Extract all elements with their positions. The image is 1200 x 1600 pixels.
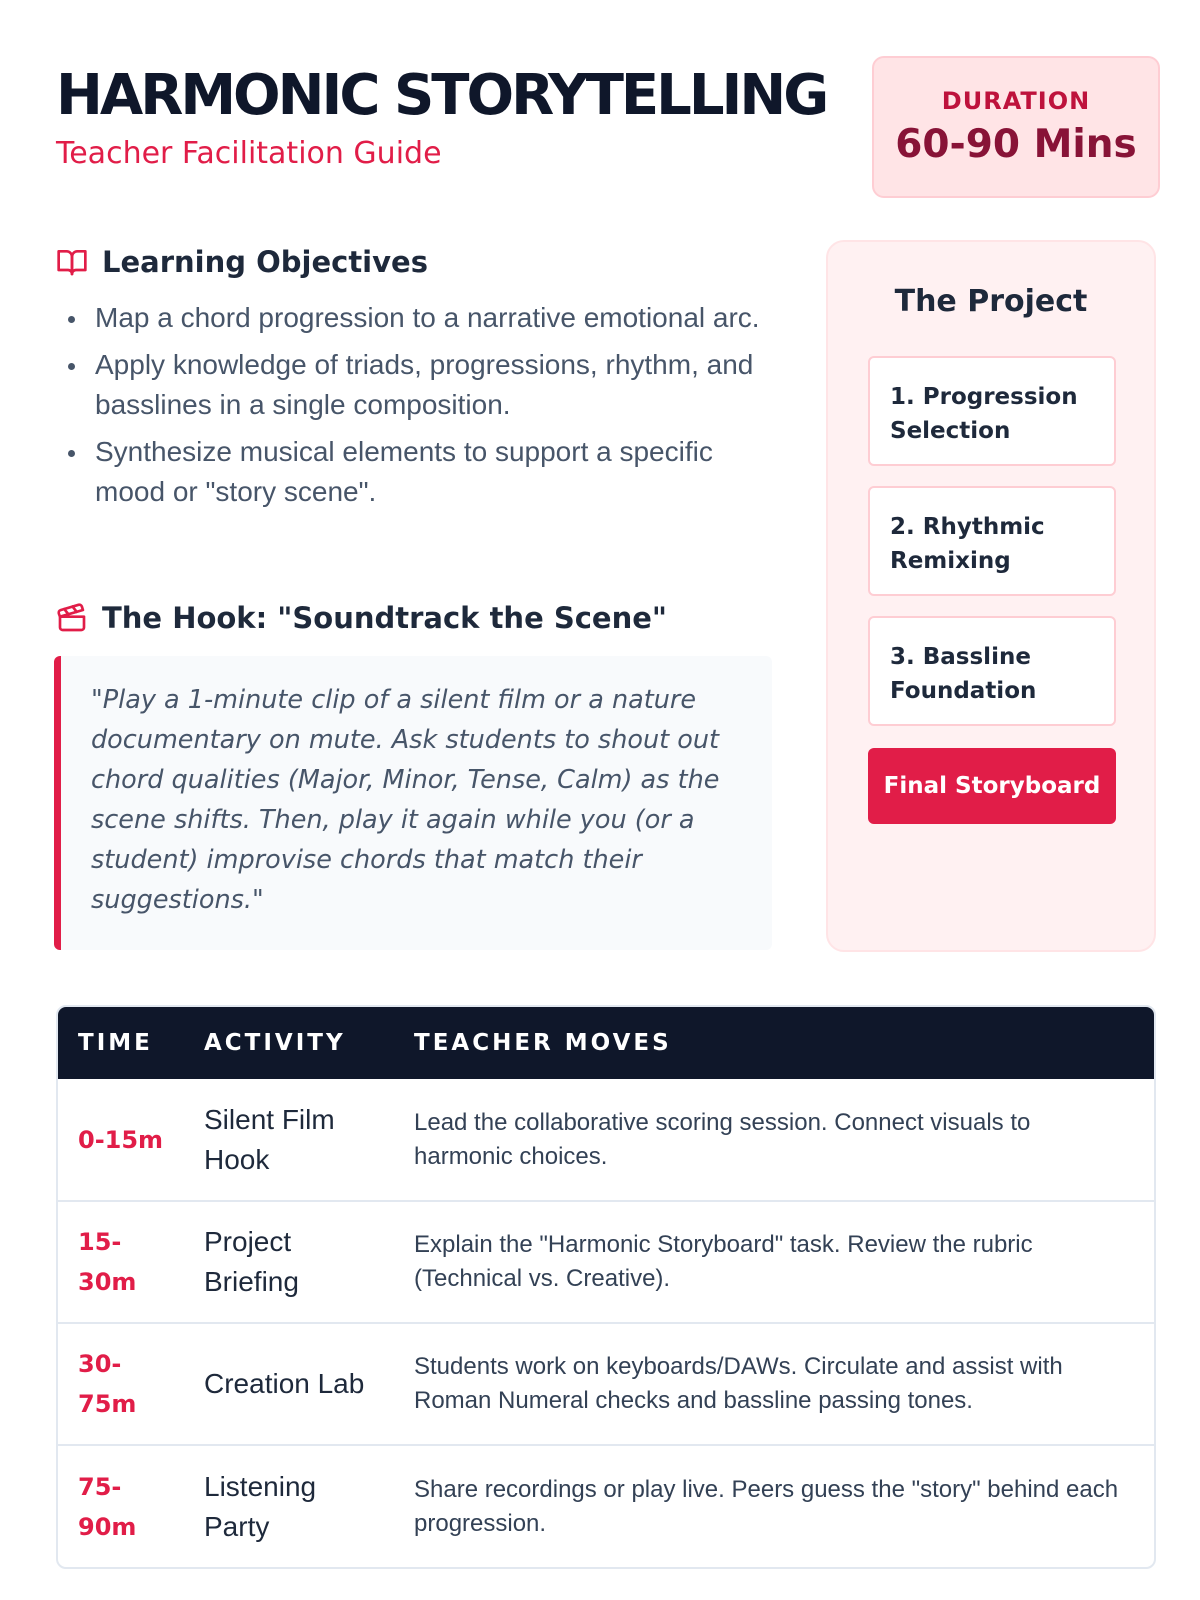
duration-badge [872,56,1160,198]
row-time: 75-90m [78,1472,137,1541]
final-storyboard-button[interactable]: Final Storyboard [868,748,1116,824]
row-teacher-moves: Share recordings or play live. Peers guess the "story" behind each progression. [414,1475,1119,1537]
hook-quote-text: "Play a 1-minute clip of a silent film or a nature documentary on mute. Ask students to shout out chord qualities (Major, Minor, Tense, Calm) as the scene shifts. Then, play it again while you (or a student) improvise chords that match their suggestions." [91,685,720,915]
project-panel [826,240,1156,952]
list-item: Apply knowledge of triads, progressions, rhythm, and basslines in a single composition. [60,345,760,425]
column-header-activity: ACTIVITY [184,1007,394,1079]
table-row [58,1445,1154,1567]
table-header-row [58,1007,1154,1079]
column-header-time: TIME [58,1007,184,1079]
hook-heading [56,598,667,638]
row-activity: Creation Lab [204,1368,365,1399]
hook-quote [54,656,772,950]
column-header-teacher-moves: TEACHER MOVES [394,1007,1154,1079]
row-activity: Project Briefing [204,1226,299,1297]
project-step-bassline: 3. Bassline Foundation [868,616,1116,726]
page-subtitle: Teacher Facilitation Guide [56,136,442,171]
project-title: The Project [894,284,1088,319]
schedule-table [56,1005,1156,1569]
list-item: Synthesize musical elements to support a specific mood or "story scene". [60,432,760,512]
row-time: 30-75m [78,1350,137,1418]
duration-label: DURATION [941,87,1091,115]
table-row [58,1079,1154,1201]
row-teacher-moves: Explain the "Harmonic Storyboard" task. Review the rubric (Technical vs. Creative). [414,1231,1033,1292]
row-time: 15-30m [78,1228,137,1296]
objectives-heading-label: Learning Objectives [102,245,428,279]
table-row [58,1201,1154,1323]
clapperboard-icon [56,602,88,634]
row-teacher-moves: Students work on keyboards/DAWs. Circulate and assist with Roman Numeral checks and bassline passing tones. [414,1353,1063,1414]
project-step-progression: 1. Progression Selection [868,356,1116,466]
list-item: Map a chord progression to a narrative emotional arc. [60,298,760,338]
book-open-icon [56,246,88,278]
project-step-rhythmic: 2. Rhythmic Remixing [868,486,1116,596]
row-time: 0-15m [78,1125,164,1154]
table-row [58,1323,1154,1445]
row-teacher-moves: Lead the collaborative scoring session. Connect visuals to harmonic choices. [414,1108,1031,1170]
duration-value: 60-90 Mins [895,122,1137,167]
row-activity: Listening Party [204,1470,317,1542]
page-title: HARMONIC STORYTELLING [56,63,827,128]
hook-heading-label: The Hook: "Soundtrack the Scene" [102,601,668,635]
objectives-list [60,298,760,519]
page-header [56,56,1160,198]
row-activity: Silent Film Hook [204,1103,335,1175]
objectives-heading [56,242,428,282]
